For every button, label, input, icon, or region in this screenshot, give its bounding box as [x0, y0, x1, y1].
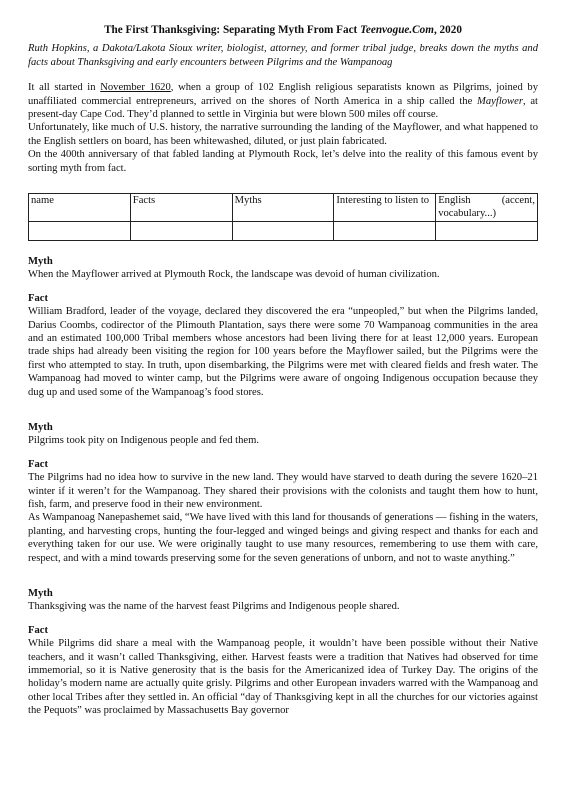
myth-text: Thanksgiving was the name of the harvest feast Pilgrims and Indigenous people shared.	[28, 601, 400, 613]
myth-label: Myth	[28, 421, 53, 433]
fact-text: William Bradford, leader of the voyage, declared they discovered the era “unpeopled,” but when the Pilgrims landed, Darius Coombs, codirector of the Plimouth Plantation, says there were some 70 Wampanoag communities in the area and an estimated 100,000 Tribal members whose ancestors had been living there for at least 12,000 years. European trade ships had already been visiting the region for 100 years before the Mayflower sailed, but the Pilgrims were the first who attempted to stay. In truth, upon disembarking, the Pilgrims were met with cleared fields and fresh water. The Wampanoag had moved to winter camp, but the Pilgrims were aware of ongoing Indigenous occupation because they dug up and used some of the Wampanoag’s food stores.	[28, 306, 538, 398]
intro	[28, 81, 538, 175]
title-year: , 2020	[433, 24, 462, 36]
myth-fact-section-2	[28, 421, 538, 565]
fact-label: Fact	[28, 292, 48, 304]
title-text: The First Thanksgiving: Separating Myth From Fact	[104, 24, 358, 36]
fact-label: Fact	[28, 458, 48, 470]
intro-paragraph-3: On the 400th anniversary of that fabled landing at Plymouth Rock, let’s delve into the reality of this famous event by sorting myth from fact.	[28, 149, 538, 174]
header-interesting: Interesting to listen to	[334, 194, 436, 222]
header-name: name	[29, 194, 131, 222]
notes-table	[28, 193, 538, 241]
title-source: Teenvogue.Com	[360, 24, 434, 36]
myth-text: When the Mayflower arrived at Plymouth Rock, the landscape was devoid of human civilization.	[28, 269, 440, 281]
table-cell[interactable]	[436, 221, 538, 240]
fact-text: The Pilgrims had no idea how to survive in the new land. They would have starved to death during the severe 1620–21 winter if it weren’t for the Wampanoag. They shared their provisions with the colonists and taught them how to hunt, fish, farm, and preserve food in their new environment.	[28, 472, 538, 510]
myth-label: Myth	[28, 588, 53, 599]
table-row	[29, 221, 538, 240]
header-english: English (accent, vocabulary...)	[436, 194, 538, 222]
fact-text: While Pilgrims did share a meal with the Wampanoag people, it wouldn’t have been possible without their Native teachers, and it wasn’t called Thanksgiving, either. Harvest feasts were a tradition that Natives had observed for time immemorial, so it is Native generosity that is the basis for the Americanized idea of Turkey Day. The origins of the holiday’s modern name are actually quite grisly. Pilgrims and other European invaders warred with the Wampanoag and other local Tribes after they settled in. An official “day of Thanksgiving kept in all the churches for our victories against the Pequots” was proclaimed by Massachusetts Bay governor	[28, 638, 538, 717]
intro-paragraph-1	[28, 81, 538, 121]
header-myths: Myths	[232, 194, 334, 222]
intro-text: , at present-day Cape Cod. They’d planned to settle in Virginia but were blown 500 miles off course.	[28, 95, 538, 121]
header-facts: Facts	[130, 194, 232, 222]
intro-text: , when a group of 102 English religious separatists known as Pilgrims, joined by unaffiliated commercial entrepreneurs, arrived on the shores of North America in a ship called the	[28, 82, 538, 107]
document-subtitle: Ruth Hopkins, a Dakota/Lakota Sioux writer, biologist, attorney, and former tribal judge, breaks down the myths and facts about Thanksgiving and early encounters between Pilgrims and the Wampanoag	[28, 43, 538, 68]
intro-paragraph-2: Unfortunately, like much of U.S. history, the narrative surrounding the landing of the Mayflower, and what happened to the English settlers on board, has been whitewashed, diluted, or just plain fabricated.	[28, 122, 538, 147]
table-cell[interactable]	[232, 221, 334, 240]
fact-text-quote: As Wampanoag Nanepashemet said, “We have lived with this land for thousands of generations — fishing in the waters, planting, and harvesting crops, hunting the four-legged and winged beings and giving respect and thanks for each and everything taken for our use. We were originally taught to use many resources, remembering to use them with care, respect, and with a mind towards preserving some for the seven generations of unborn, and not to waste anything.”	[28, 512, 539, 564]
table-header-row	[29, 194, 538, 222]
ship-name: Mayflower	[477, 95, 523, 107]
fact-label: Fact	[28, 624, 48, 636]
document-title	[28, 24, 538, 37]
intro-text: It all started in	[28, 82, 101, 94]
myth-text: Pilgrims took pity on Indigenous people and fed them.	[28, 435, 259, 447]
table-cell[interactable]	[334, 221, 436, 240]
myth-label: Myth	[28, 255, 53, 267]
november-1620-link[interactable]: November 1620	[100, 82, 171, 94]
table-cell[interactable]	[29, 221, 131, 240]
myth-fact-section-1	[28, 255, 538, 399]
table-cell[interactable]	[130, 221, 232, 240]
myth-fact-section-3	[28, 587, 538, 718]
